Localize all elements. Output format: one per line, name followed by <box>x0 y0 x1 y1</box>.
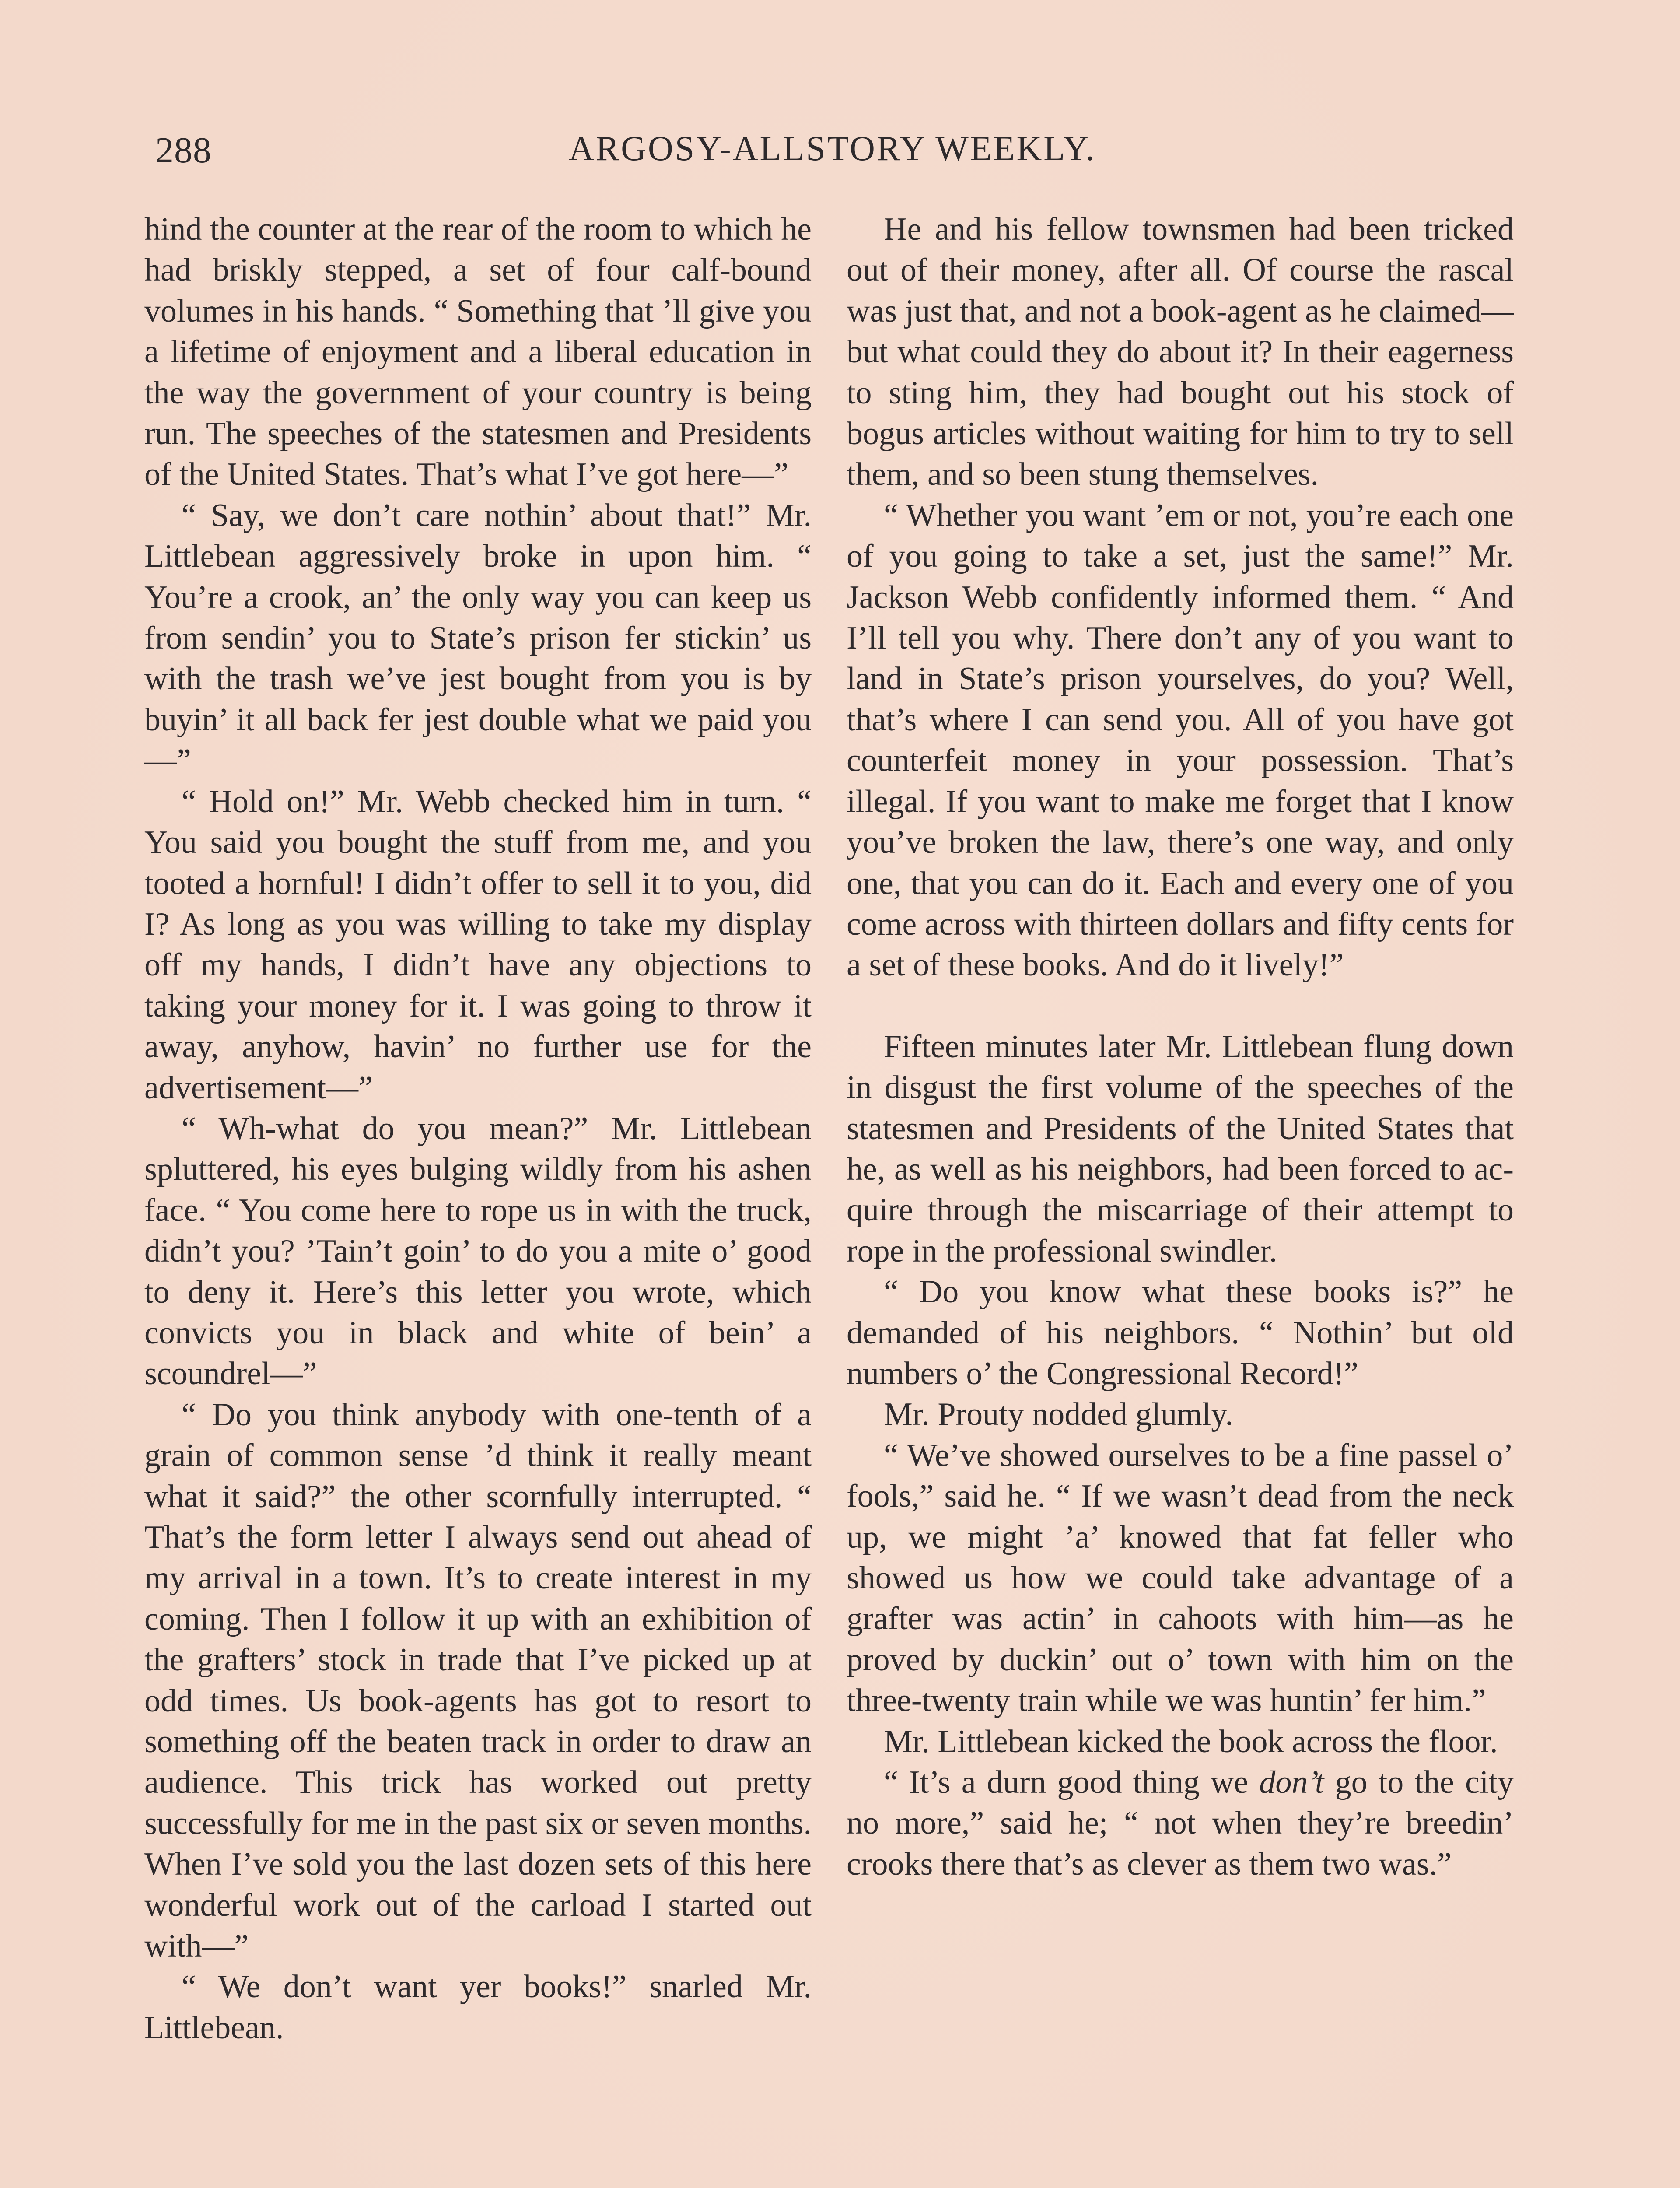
paragraph: “ We don’t want yer books!” snarled Mr. Littlebean. <box>144 1969 812 2046</box>
running-head: ARGOSY-ALLSTORY WEEKLY. <box>569 130 1096 168</box>
paragraph: “ Whether you want ’em or not, you’re each one of you going to take a set, just the same!” Mr. Jackson Webb confidently informed them. “ And I’ll tell you why. There don’t any of you want to land in State’s prison yourselves, do you? Well, that’s where I can send you. All of you have got counterfeit money in your possession. That’s illegal. If you want to make me forget that I know you’ve broken the law, there’s one way, and only one, that you can do it. Each and every one of you come across with thirteen dollars and fifty cents for a set of these books. And do it lively!” <box>847 497 1514 983</box>
page-number: 288 <box>155 130 212 171</box>
paragraph: “ Do you know what these books is?” he demanded of his neighbors. “ Nothin’ but old numbers o’ the Congressional Record!” <box>847 1274 1514 1392</box>
paragraph: Fifteen minutes later Mr. Littlebean flung down in disgust the first volume of the speeches of the statesmen and Presidents of the United States that he, as well as his neighbors, had been forced to acquire through the miscarriage of their attempt to rope in the professional swindler. <box>847 1028 1514 1269</box>
emphasized-text: don’t <box>1259 1764 1324 1801</box>
paragraph: Mr. Littlebean kicked the book across the floor. <box>884 1723 1498 1760</box>
paragraph: He and his fellow townsmen had been tricked out of their money, after all. Of course the rascal was just that, and not a book-agent as he claimed—but what could they do about it? In their eagerness to sting him, they had bought out his stock of bogus articles without waiting for him to try to sell them, and so been stung themselves. <box>847 211 1514 493</box>
left-text-column <box>144 209 812 2048</box>
paragraph-text: go to the city no more,” said he; “ not when they’re breedin’ crooks there that’s as clever as them two was.” <box>847 1764 1514 1882</box>
right-text-column <box>847 209 1514 1885</box>
page-header <box>155 129 1127 177</box>
paragraph: “ Do you think anybody with one-tenth of a grain of common sense ’d think it really meant what it said?” the other scornfully interrupted. “ That’s the form letter I always send out ahead of my arrival in a town. It’s to create interest in my coming. Then I follow it up with an exhibition of the grafters’ stock in trade that I’ve picked up at odd times. Us book-agents has got to resort to something off the beaten track in order to draw an audience. This trick has worked out pretty successfully for me in the past six or seven months. When I’ve sold you the last dozen sets of this here wonderful work out of the carload I started out with—” <box>144 1396 812 1964</box>
paragraph: hind the counter at the rear of the room to which he had briskly stepped, a set of four calf-bound volumes in his hands. “ Something that ’ll give you a lifetime of enjoyment and a liberal education in the way the government of your country is being run. The speeches of the statesmen and Presidents of the United States. That’s what I’ve got here—” <box>144 211 812 493</box>
paragraph: “ Hold on!” Mr. Webb checked him in turn. “ You said you bought the stuff from me, and you tooted a hornful! I didn’t offer to sell it to you, did I? As long as you was willing to take my display off my hands, I didn’t have any objections to taking your money for it. I was going to throw it away, anyhow, havin’ no further use for the advertisement—” <box>144 783 812 1106</box>
paragraph-text: “ It’s a durn good thing we <box>884 1764 1260 1801</box>
paragraph: “ We’ve showed ourselves to be a fine passel o’ fools,” said he. “ If we wasn’t dead from the neck up, we might ’a’ knowed that fat feller who showed us how we could take advantage of a grafter was actin’ in cahoots with him—as he proved by duckin’ out o’ town with him on the three-twenty train while we was huntin’ fer him.” <box>847 1437 1514 1719</box>
paragraph: “ Wh-what do you mean?” Mr. Littlebean spluttered, his eyes bulging wildly from his ashen face. “ You come here to rope us in with the truck, didn’t you? ’Tain’t goin’ to do you a mite o’ good to deny it. Here’s this letter you wrote, which convicts you in black and white of bein’ a scoundrel—” <box>144 1110 812 1392</box>
paragraph <box>847 1762 1514 1885</box>
paragraph: Mr. Prouty nodded glumly. <box>884 1396 1233 1433</box>
paragraph: “ Say, we don’t care nothin’ about that!” Mr. Littlebean aggressively broke in upon him. “ You’re a crook, an’ the only way you can keep us from sendin’ you to State’s prison fer stickin’ us with the trash we’ve jest bought from you is by buyin’ it all back fer jest double what we paid you—” <box>144 497 812 779</box>
